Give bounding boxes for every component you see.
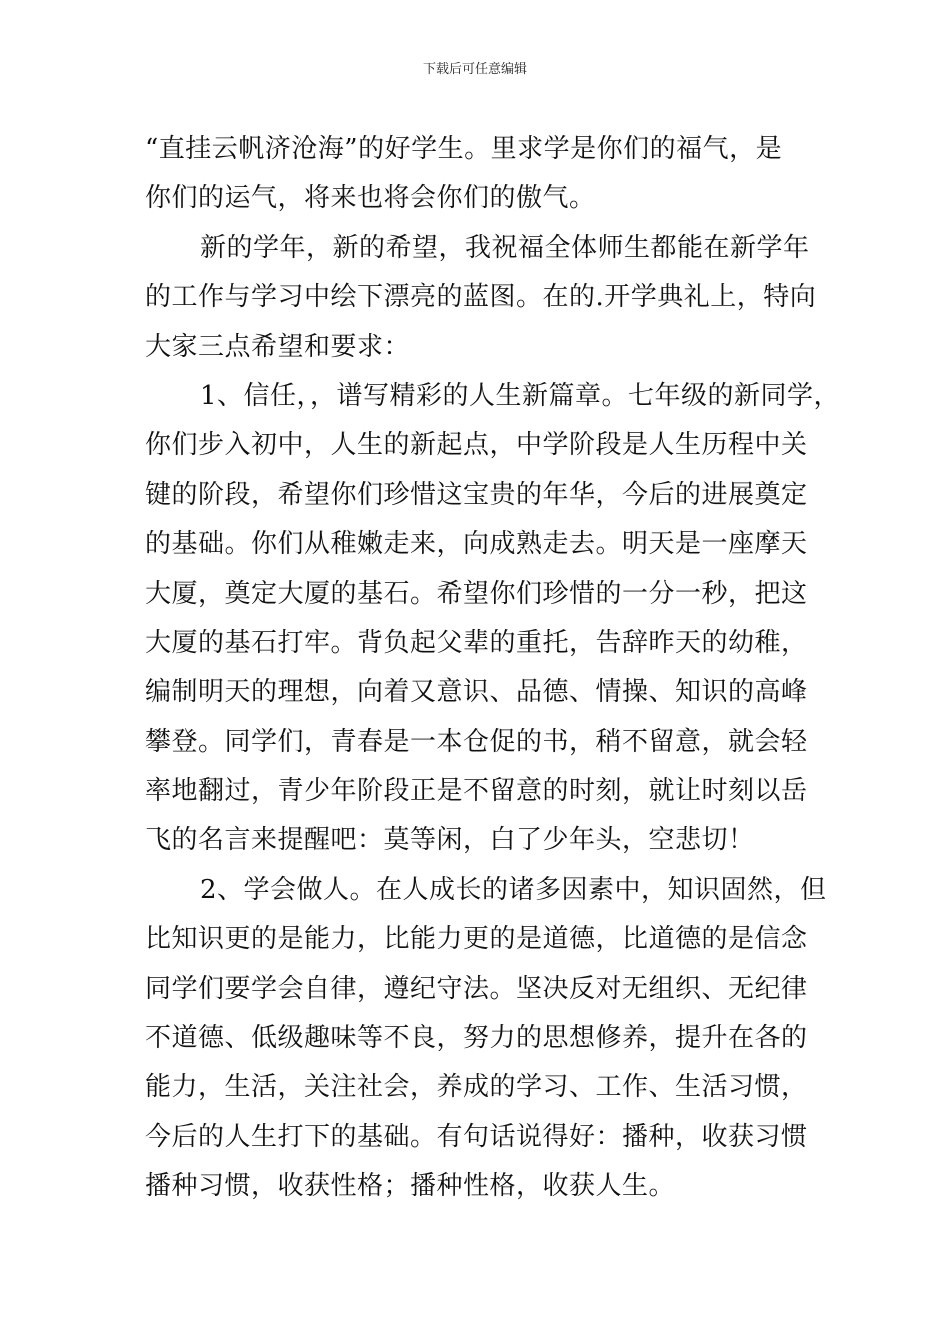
text-line: 不道德、低级趣味等不良，努力的思想修养，提升在各的: [145, 1023, 808, 1054]
text-line: 键的阶段，希望你们珍惜这宝贵的年华，今后的进展奠定: [145, 479, 808, 510]
text-line: 编制明天的理想，向着又意识、品德、情操、知识的高峰: [145, 677, 808, 708]
text-line: 同学们要学会自律，遵纪守法。坚决反对无组织、无纪律: [145, 973, 808, 1004]
paragraph-start-line: 新的学年，新的希望，我祝福全体师生都能在新学年: [200, 232, 810, 263]
text-line: 大家三点希望和要求：: [145, 331, 411, 362]
text-line: 大厦，奠定大厦的基石。希望你们珍惜的一分一秒，把这: [145, 578, 808, 609]
document-body: [145, 125, 845, 1212]
text-line: “直挂云帆济沧海”的好学生。里求学是你们的福气，是: [145, 134, 783, 164]
text-line: 攀登。同学们，青春是一本仓促的书，稍不留意，就会轻: [145, 726, 808, 757]
text-line: 比知识更的是能力，比能力更的是道德，比道德的是信念: [145, 924, 808, 955]
text-line: 的工作与学习中绘下漂亮的蓝图。在的.开学典礼上，特向: [145, 282, 817, 313]
page-header: 下载后可任意编辑: [422, 62, 527, 77]
text-line: 你们的运气，将来也将会你们的傲气。: [145, 183, 596, 214]
text-line: 飞的名言来提醒吧：莫等闲，白了少年头，空悲切！: [145, 825, 755, 856]
text-line: 率地翻过，青少年阶段正是不留意的时刻，就让时刻以岳: [145, 776, 808, 807]
text-line: 大厦的基石打牢。背负起父辈的重托，告辞昨天的幼稚，: [145, 627, 808, 658]
paragraph-start-line: 2、学会做人。在人成长的诸多因素中，知识固然，但: [200, 874, 827, 905]
text-line: 能力，生活，关注社会，养成的学习、工作、生活习惯，: [145, 1072, 808, 1103]
text-line: 你们步入初中，人生的新起点，中学阶段是人生历程中关: [145, 430, 808, 461]
paragraph-start-line: 1、信任，，谱写精彩的人生新篇章。七年级的新同学，: [200, 380, 841, 411]
text-line: 的基础。你们从稚嫩走来，向成熟走去。明天是一座摩天: [145, 529, 808, 560]
text-line: 今后的人生打下的基础。有句话说得好：播种，收获习惯: [145, 1121, 808, 1152]
text-line: 播种习惯，收获性格；播种性格，收获人生。: [145, 1171, 676, 1202]
